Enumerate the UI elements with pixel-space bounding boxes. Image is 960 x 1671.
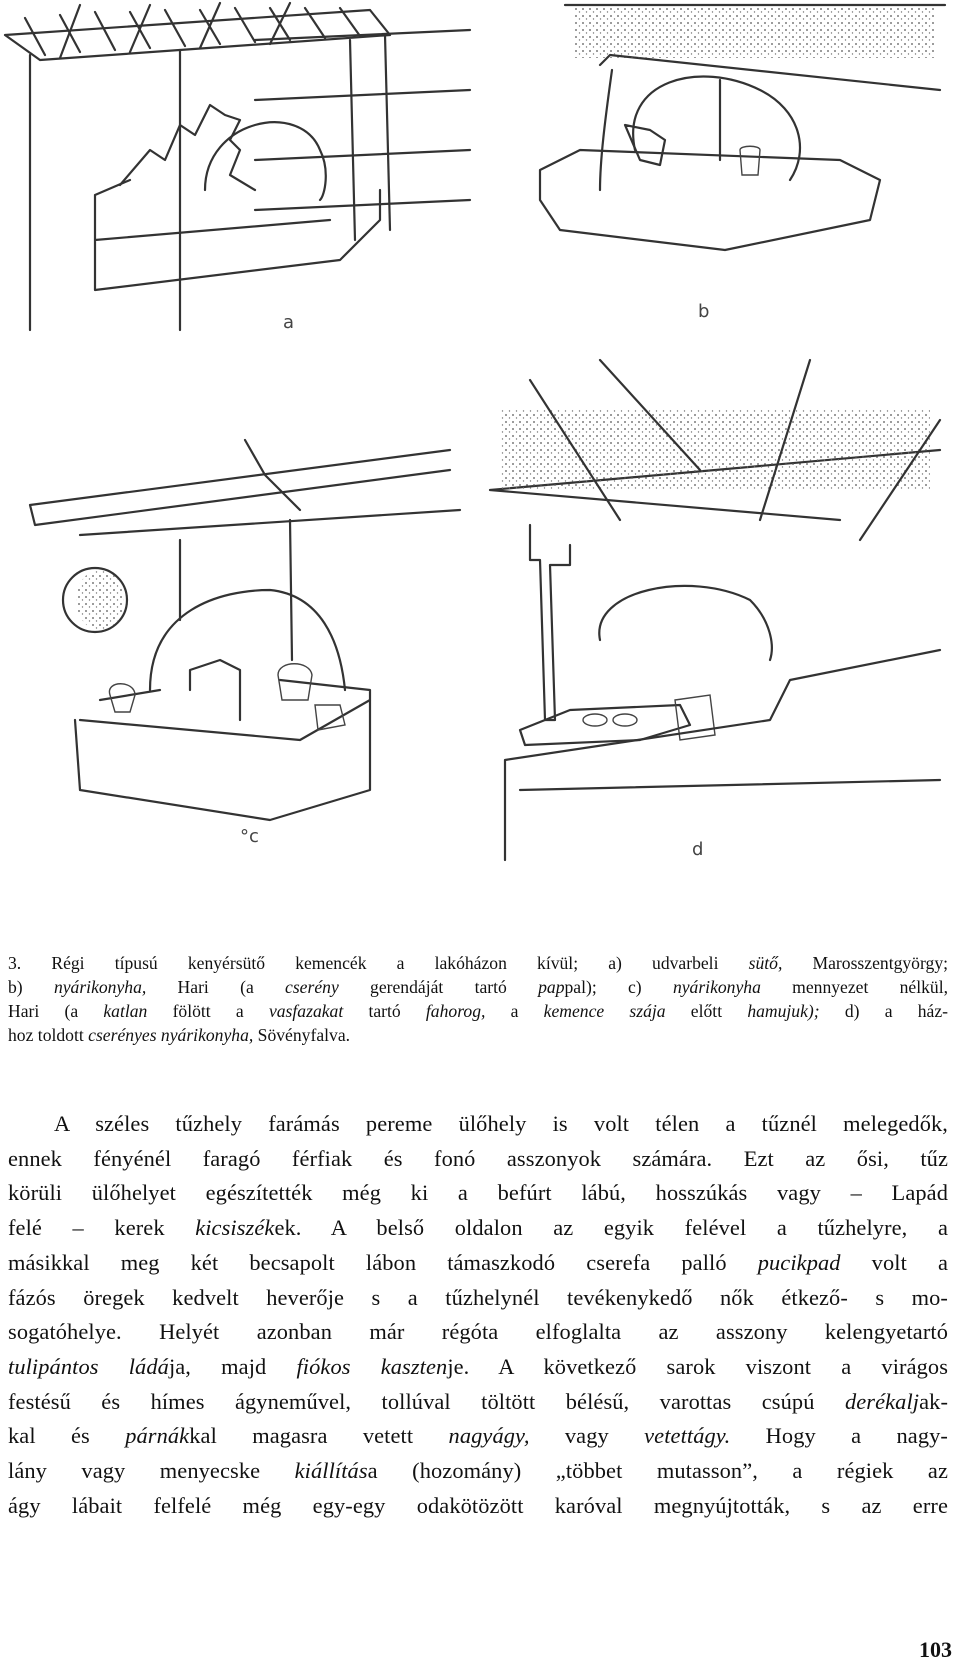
text-run: gerendáját tartó bbox=[338, 977, 539, 997]
text-run: tartó bbox=[343, 1001, 426, 1021]
italic-term: pap bbox=[538, 977, 565, 997]
text-run: d) a ház- bbox=[819, 1001, 949, 1021]
panel-a-drawing bbox=[5, 3, 470, 333]
body-paragraph bbox=[8, 1107, 948, 1523]
text-run: fölött a bbox=[147, 1001, 269, 1021]
text-run: lány vagy menyecske bbox=[8, 1458, 295, 1484]
italic-term: cserényes nyárikonyha, bbox=[88, 1025, 254, 1045]
text-run: Marosszentgyörgy; bbox=[782, 953, 949, 973]
italic-term: tulipántos ládá bbox=[8, 1353, 169, 1379]
italic-term: vetettágy. bbox=[644, 1423, 731, 1449]
panel-label-b: b bbox=[698, 301, 710, 322]
text-run: kal és bbox=[8, 1423, 126, 1449]
body-line bbox=[8, 1107, 948, 1142]
figure-caption bbox=[8, 951, 948, 1047]
italic-term: katlan bbox=[103, 1001, 148, 1021]
italic-term: kiállítás bbox=[294, 1458, 368, 1484]
body-line bbox=[8, 1142, 948, 1177]
text-run: kal magasra vetett bbox=[189, 1423, 449, 1449]
text-run: A széles tűzhely farámás pereme ülőhely is volt télen a tűznél melegedők, bbox=[54, 1111, 948, 1136]
body-line bbox=[8, 1176, 948, 1211]
body-line bbox=[8, 1211, 948, 1246]
text-run: pal); c) bbox=[564, 977, 673, 997]
panel-d-drawing bbox=[490, 360, 940, 860]
panel-c-drawing bbox=[30, 440, 460, 847]
text-run: Hari (a bbox=[8, 1001, 104, 1021]
page-number: 103 bbox=[919, 1637, 952, 1662]
italic-term: derékalj bbox=[844, 1388, 920, 1414]
text-run: felé – kerek bbox=[8, 1215, 196, 1241]
panel-label-d: d bbox=[692, 839, 704, 860]
body-line bbox=[8, 1281, 948, 1316]
caption-line bbox=[8, 975, 948, 999]
panel-label-a: a bbox=[283, 312, 295, 333]
caption-line bbox=[8, 999, 948, 1023]
italic-term: cserény bbox=[285, 977, 339, 997]
panel-b-drawing bbox=[540, 5, 945, 322]
body-line bbox=[8, 1315, 948, 1350]
caption-line bbox=[8, 1023, 948, 1047]
text-run: mennyezet nélkül, bbox=[760, 977, 949, 997]
text-run: festésű és hímes ágyneművel, tollúval töltött bélésű, varottas csúpú bbox=[8, 1388, 845, 1414]
body-line bbox=[8, 1350, 948, 1385]
text-run: b) bbox=[8, 977, 54, 997]
italic-term: pucikpad bbox=[757, 1249, 841, 1275]
text-run: ágy lábait felfelé még egy-egy odakötözött karóval megnyújtották, s az erre bbox=[8, 1492, 948, 1518]
italic-term: vasfazakat bbox=[268, 1001, 344, 1021]
text-run: sogatóhelye. Helyét azonban már régóta elfoglalta az asszony kelengyetartó bbox=[8, 1319, 948, 1345]
italic-term: kemence szája bbox=[543, 1001, 666, 1021]
text-run: körüli ülőhelyet egészítették még ki a befúrt lábú, hosszúkás vagy – Lapád bbox=[8, 1180, 948, 1206]
italic-term: fahorog, bbox=[425, 1001, 486, 1021]
text-run: ak- bbox=[919, 1388, 948, 1414]
italic-term: sütő, bbox=[748, 953, 783, 973]
text-run: másikkal meg két becsapolt lábon támaszkodó cserefa palló bbox=[8, 1249, 758, 1275]
text-run: ja, majd bbox=[168, 1353, 297, 1379]
text-run: 3. Régi típusú kenyérsütő kemencék a lakóházon kívül; a) udvarbeli bbox=[8, 953, 749, 973]
italic-term: nyárikonyha, bbox=[53, 977, 147, 997]
body-line bbox=[8, 1246, 948, 1281]
italic-term: nagyágy, bbox=[448, 1423, 530, 1449]
panel-label-c: °c bbox=[240, 826, 259, 847]
body-line bbox=[8, 1489, 948, 1524]
italic-term: kicsiszék bbox=[195, 1215, 275, 1241]
text-run: Sövényfalva. bbox=[253, 1025, 351, 1045]
text-run: Hogy a nagy- bbox=[730, 1423, 948, 1449]
text-run: hoz toldott bbox=[8, 1025, 89, 1045]
text-run: volt a bbox=[840, 1249, 949, 1275]
text-run: előtt bbox=[665, 1001, 748, 1021]
italic-term: fiókos kaszten bbox=[296, 1353, 448, 1379]
text-run: a (hozomány) „többet mutasson”, a régiek az bbox=[367, 1458, 948, 1484]
italic-term: nyárikonyha bbox=[672, 977, 761, 997]
text-run: ennek fényénél faragó férfiak és fonó asszonyok számára. Ezt az ősi, tűz bbox=[8, 1145, 948, 1171]
text-run: fázós öregek kedvelt heverője s a tűzhelynél tevékenykedő nők étkező- s mo- bbox=[8, 1284, 948, 1310]
body-line bbox=[8, 1385, 948, 1420]
caption-line bbox=[8, 951, 948, 975]
text-run: a bbox=[485, 1001, 544, 1021]
body-line bbox=[8, 1419, 948, 1454]
text-run: ek. A belső oldalon az egyik felével a tűzhelyre, a bbox=[274, 1215, 948, 1241]
text-run: vagy bbox=[529, 1423, 645, 1449]
italic-term: hamujuk); bbox=[747, 1001, 820, 1021]
text-run: Hari (a bbox=[146, 977, 286, 997]
italic-term: párnák bbox=[125, 1423, 190, 1449]
text-run: je. A következő sarok viszont a virágos bbox=[447, 1353, 949, 1379]
body-line bbox=[8, 1454, 948, 1489]
